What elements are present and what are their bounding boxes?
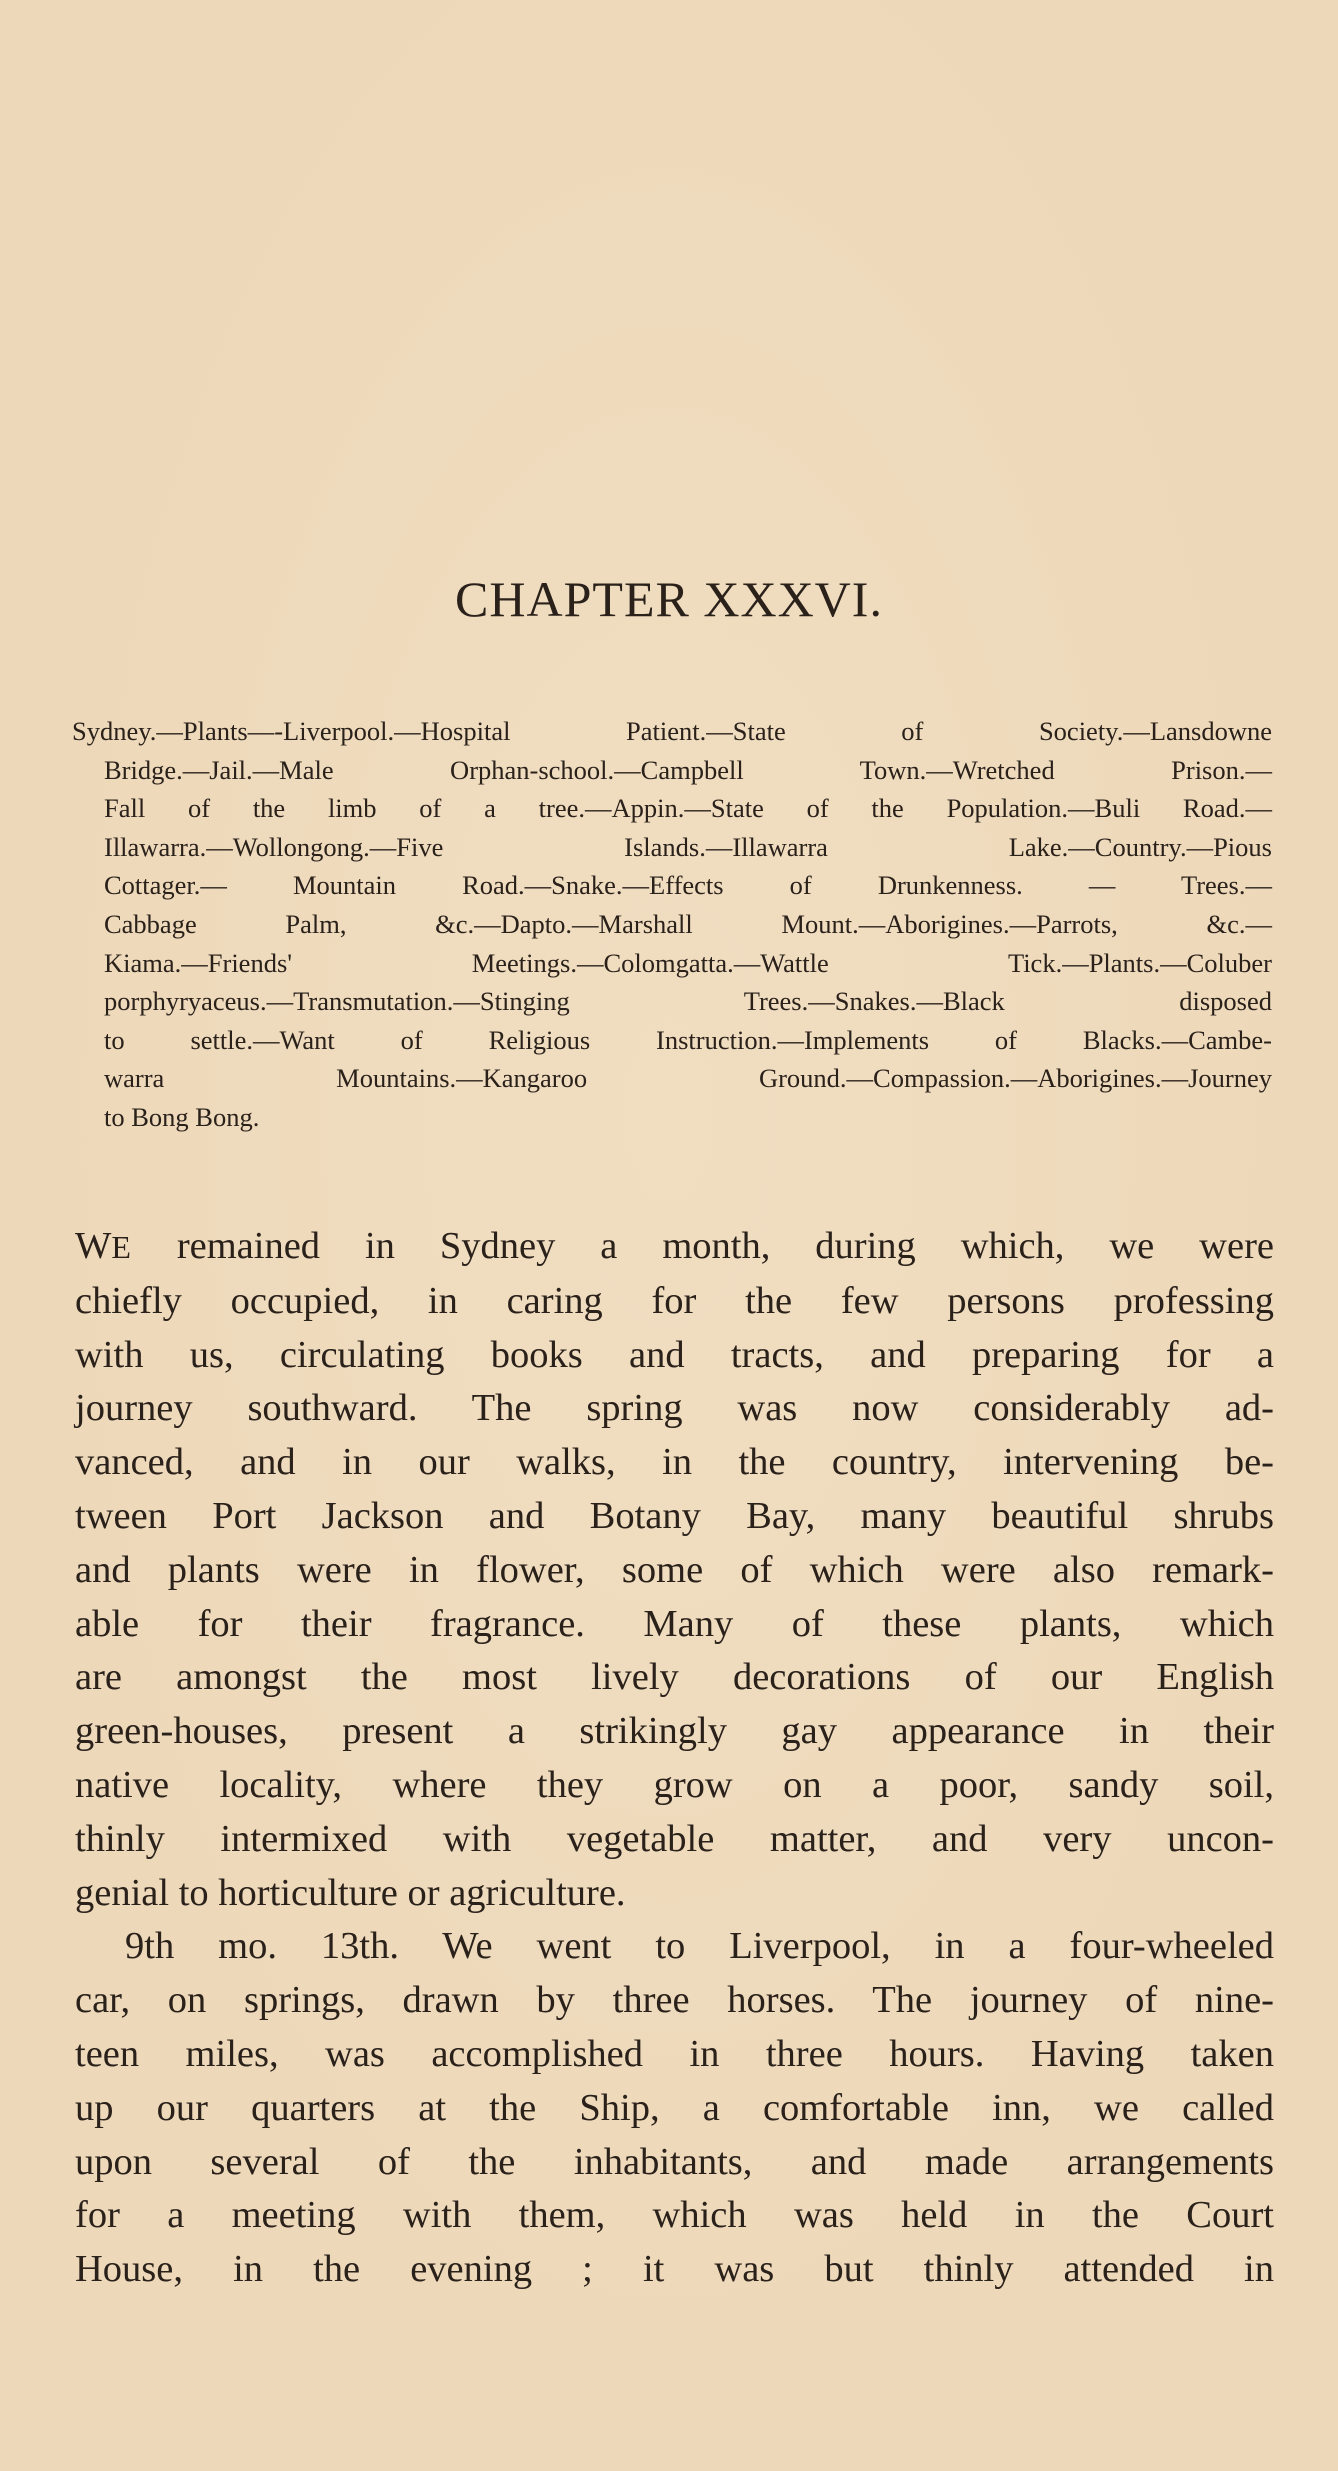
body-line-first	[75, 1220, 1274, 1275]
synopsis-line: to settle.—Want of Religious Instruction.—Implements of Blacks.—Cambe-	[104, 1024, 1272, 1055]
body-line: green-houses, present a strikingly gay appearance in their	[75, 1710, 1274, 1753]
body-line: up our quarters at the Ship, a comfortable inn, we called	[75, 2086, 1274, 2129]
body-line: are amongst the most lively decorations of our English	[75, 1656, 1274, 1699]
chapter-synopsis	[72, 712, 1272, 1137]
chapter-heading: CHAPTER XXXVI.	[455, 571, 883, 627]
body-line: native locality, where they grow on a poor, sandy soil,	[75, 1763, 1274, 1806]
body-line: chiefly occupied, in caring for the few persons professing	[75, 1279, 1274, 1322]
synopsis-line: warra Mountains.—Kangaroo Ground.—Compassion.—Aborigines.—Journey	[104, 1063, 1272, 1094]
body-line: able for their fragrance. Many of these plants, which	[75, 1602, 1274, 1645]
paragraph-1	[75, 1220, 1274, 1920]
body-line: journey southward. The spring was now considerably ad-	[75, 1387, 1274, 1430]
synopsis-line: Fall of the limb of a tree.—Appin.—State of the Population.—Buli Road.—	[104, 793, 1272, 824]
body-text	[75, 1220, 1274, 2297]
body-line: teen miles, was accomplished in three hours. Having taken	[75, 2032, 1274, 2075]
body-line: car, on springs, drawn by three horses. The journey of nine-	[75, 1979, 1274, 2022]
body-line: vanced, and in our walks, in the country, intervening be-	[75, 1441, 1274, 1484]
body-line: genial to horticulture or agriculture.	[75, 1871, 626, 1914]
synopsis-line: Cabbage Palm, &c.—Dapto.—Marshall Mount.—Aborigines.—Parrots, &c.—	[104, 908, 1272, 939]
synopsis-line: Cottager.— Mountain Road.—Snake.—Effects of Drunkenness. — Trees.—	[104, 870, 1272, 901]
body-line: with us, circulating books and tracts, and preparing for a	[75, 1333, 1274, 1376]
synopsis-line: porphyryaceus.—Transmutation.—Stinging Trees.—Snakes.—Black disposed	[104, 986, 1272, 1017]
body-line: for a meeting with them, which was held in the Court	[75, 2194, 1274, 2237]
synopsis-line: Bridge.—Jail.—Male Orphan-school.—Campbell Town.—Wretched Prison.—	[104, 754, 1272, 785]
body-line: thinly intermixed with vegetable matter, and very uncon-	[75, 1817, 1274, 1860]
smallcap-text: E	[111, 1229, 132, 1265]
synopsis-line: Sydney.—Plants—-Liverpool.—Hospital Patient.—State of Society.—Lansdowne	[72, 716, 1272, 746]
synopsis-line: Kiama.—Friends' Meetings.—Colomgatta.—Wattle Tick.—Plants.—Coluber	[104, 947, 1272, 978]
synopsis-line: to Bong Bong.	[104, 1101, 260, 1132]
body-line: upon several of the inhabitants, and made arrangements	[75, 2140, 1274, 2183]
body-line: tween Port Jackson and Botany Bay, many beautiful shrubs	[75, 1494, 1274, 1537]
body-line: and plants were in flower, some of which were also remark-	[75, 1548, 1274, 1591]
body-line-text: remained in Sydney a month, during which, we were	[131, 1225, 1274, 1267]
drop-initial: W	[75, 1225, 112, 1267]
paragraph-2	[75, 1920, 1274, 2297]
body-line: 9th mo. 13th. We went to Liverpool, in a four-wheeled	[125, 1925, 1274, 1968]
body-line: House, in the evening ; it was but thinly attended in	[75, 2248, 1274, 2291]
synopsis-line: Illawarra.—Wollongong.—Five Islands.—Illawarra Lake.—Country.—Pious	[104, 831, 1272, 862]
